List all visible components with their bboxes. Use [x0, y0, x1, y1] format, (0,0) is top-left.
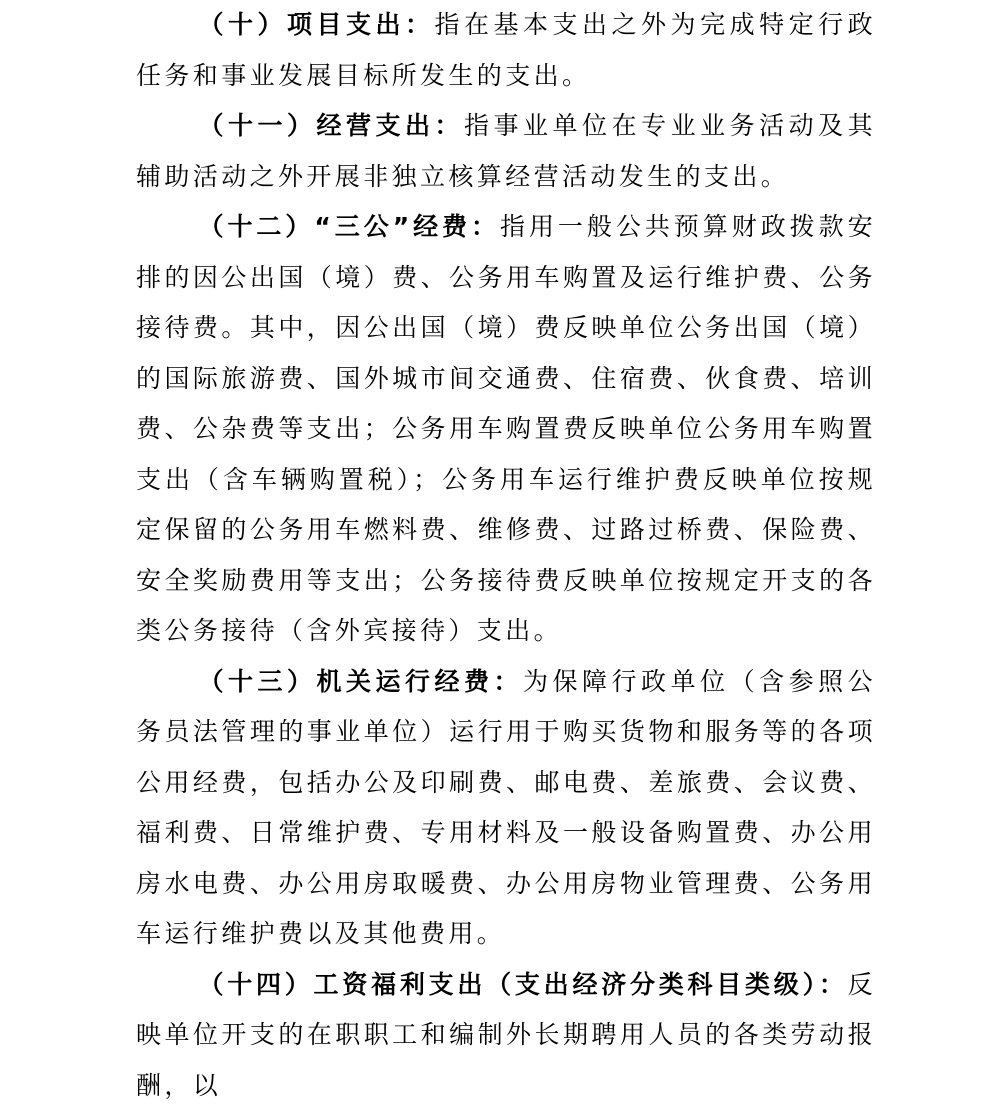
paragraph-body: 反映单位开支的在职职工和编制外长期聘用人员的各类劳动报酬，以 [136, 970, 876, 1100]
term-heading: （十四）工资福利支出（支出经济分类科目类级）： [199, 970, 848, 999]
paragraph-body: 为保障行政单位（含参照公务员法管理的事业单位）运行用于购买货物和服务等的各项公用经费，包括办公及印刷费、邮电费、差旅费、会议费、福利费、日常维护费、专用材料及一般设备购置费、办公用房水电费、办公用房取暖费、办公用房物业管理费、公务用车运行维护费以及其他费用。 [136, 667, 876, 949]
term-heading: （十二）“三公”经费： [199, 212, 501, 241]
paragraph-wages-welfare [136, 960, 876, 1111]
document-page [136, 0, 876, 1111]
paragraph-three-public-expenses [136, 202, 876, 657]
term-heading: （十三）机关运行经费： [199, 667, 524, 696]
paragraph-project-expenditure [136, 0, 876, 101]
paragraph-agency-operating-funds [136, 657, 876, 960]
paragraph-body: 指事业单位在专业业务活动及其辅助活动之外开展非独立核算经营活动发生的支出。 [136, 111, 876, 191]
term-heading: （十）项目支出： [199, 10, 435, 39]
paragraph-body: 指在基本支出之外为完成特定行政任务和事业发展目标所发生的支出。 [136, 10, 876, 90]
term-heading: （十一）经营支出： [199, 111, 465, 140]
paragraph-body: 指用一般公共预算财政拨款安排的因公出国（境）费、公务用车购置及运行维护费、公务接待费。其中，因公出国（境）费反映单位公务出国（境）的国际旅游费、国外城市间交通费、住宿费、伙食费、培训费、公杂费等支出；公务用车购置费反映单位公务用车购置支出（含车辆购置税）；公务用车运行维护费反映单位按规定保留的公务用车燃料费、维修费、过路过桥费、保险费、安全奖励费用等支出；公务接待费反映单位按规定开支的各类公务接待（含外宾接待）支出。 [136, 212, 876, 645]
paragraph-operating-expenditure [136, 101, 876, 202]
